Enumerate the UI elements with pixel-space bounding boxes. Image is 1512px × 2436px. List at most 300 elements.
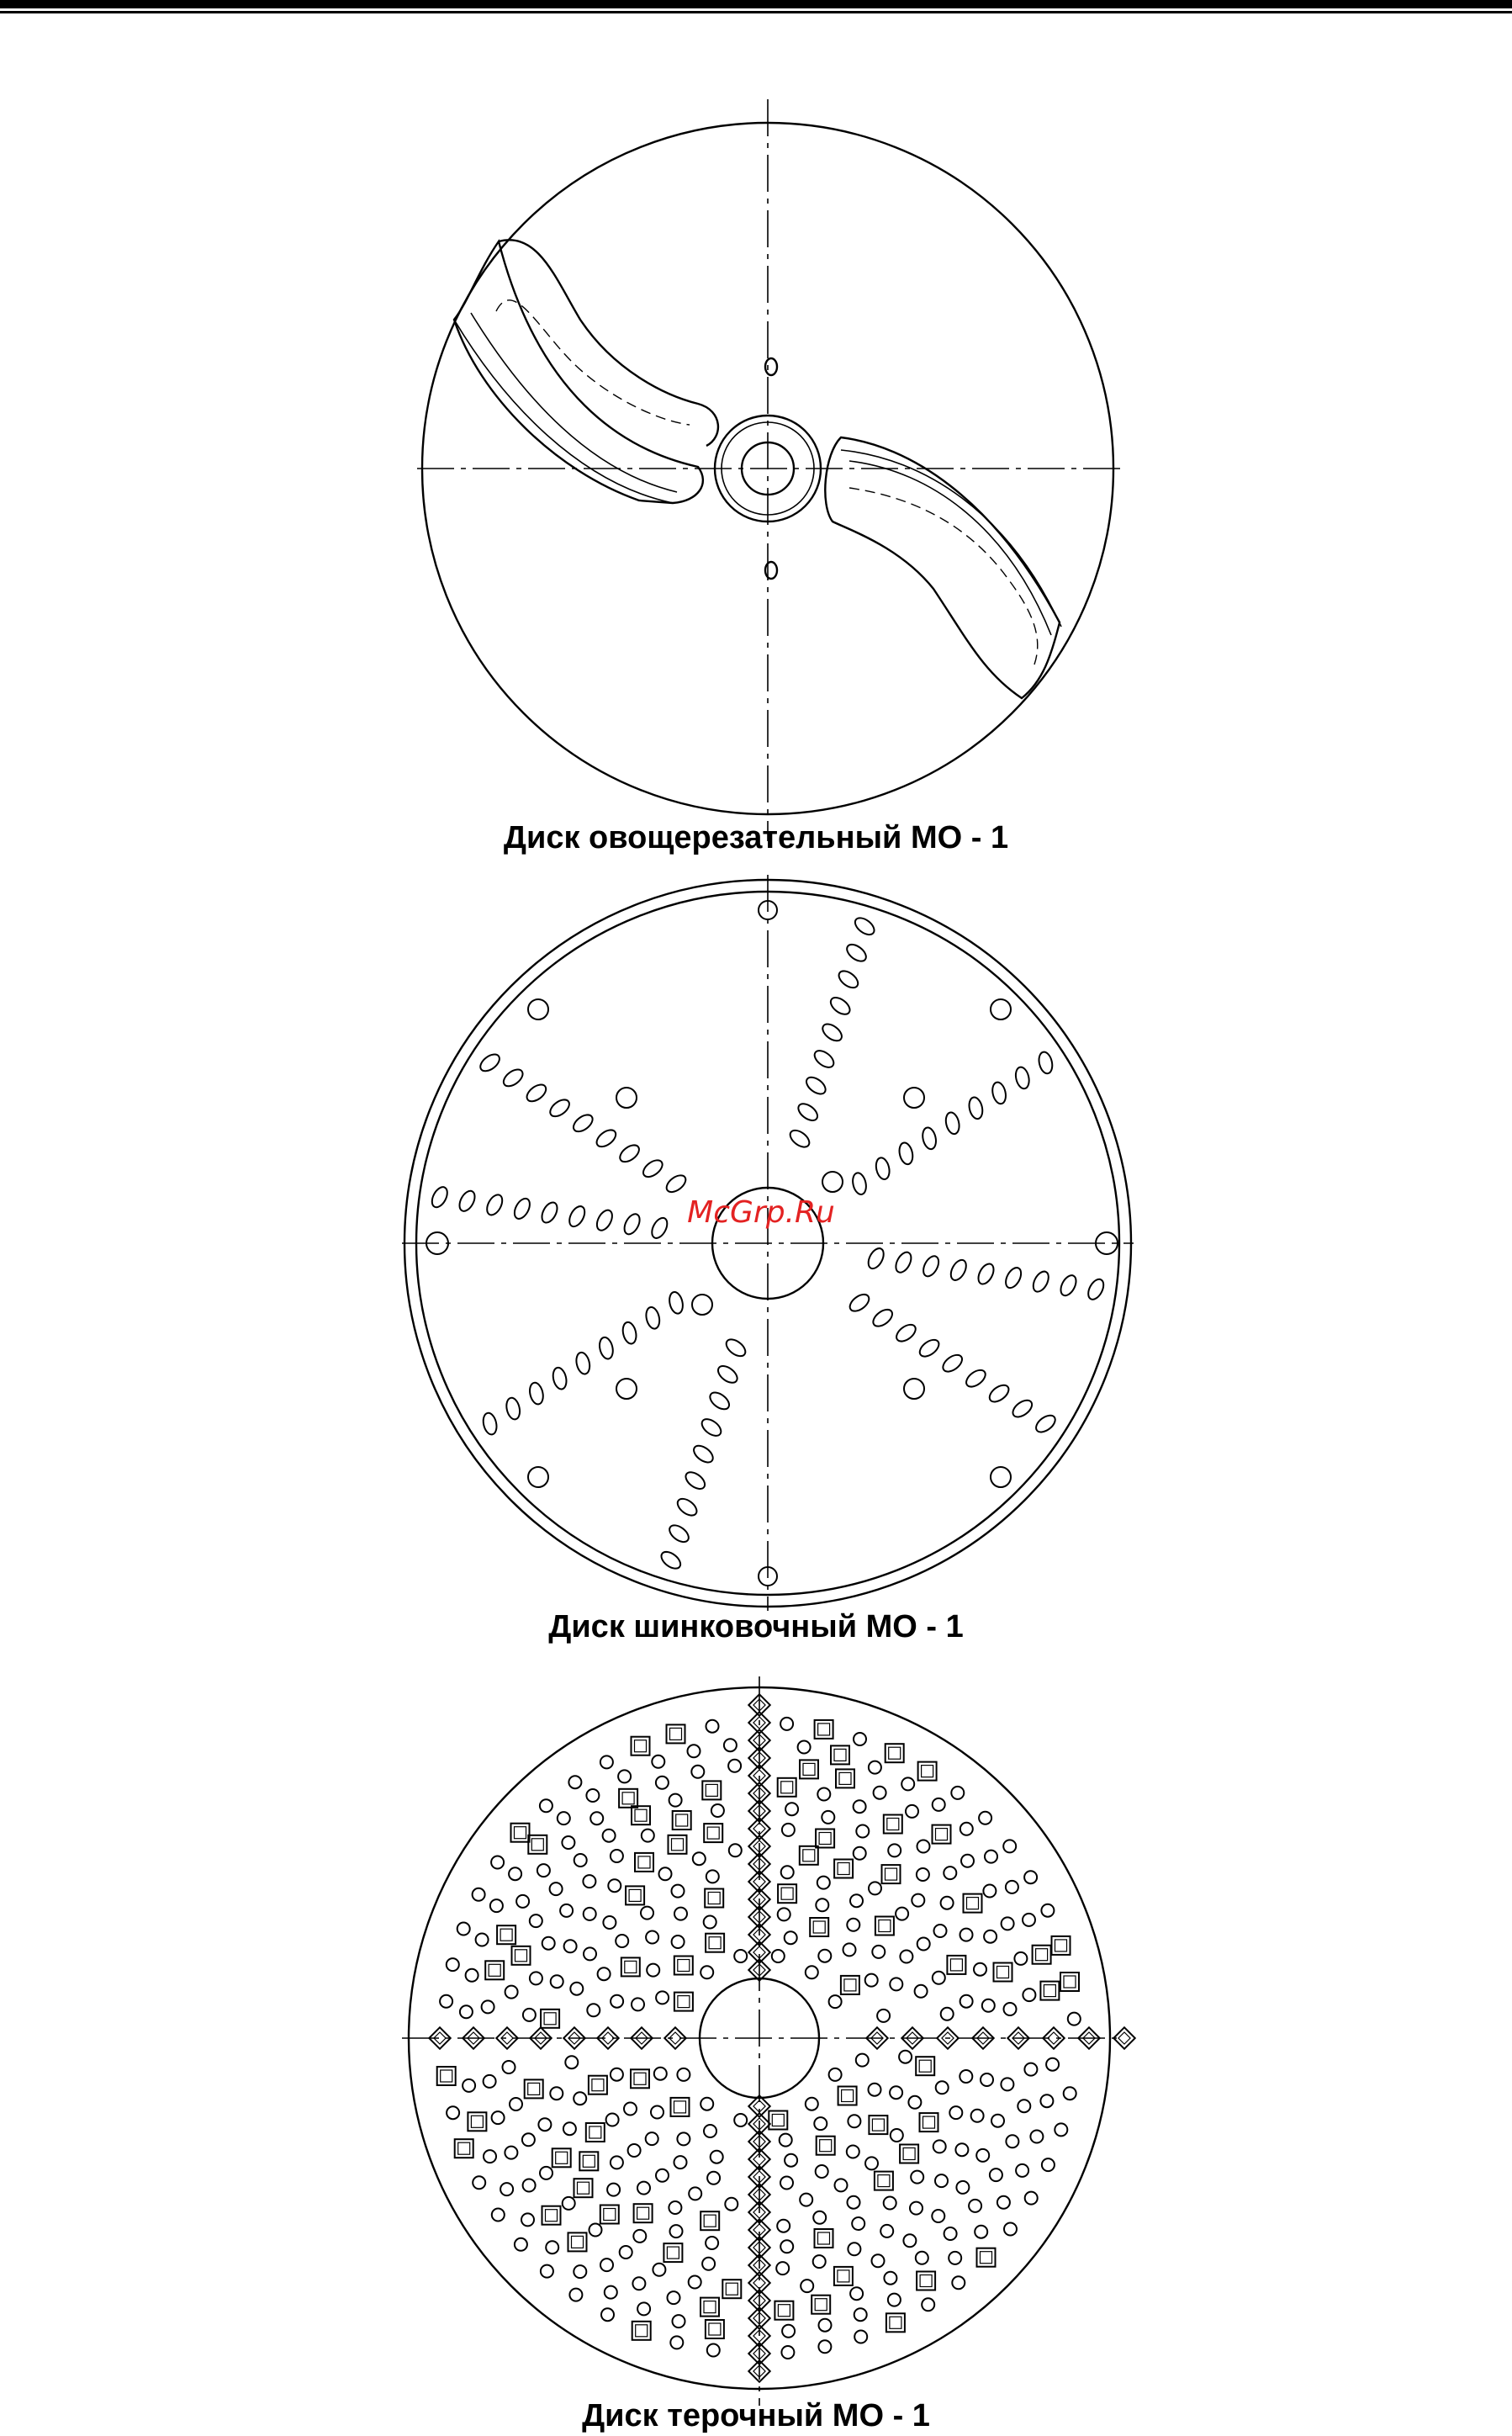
shredder-slot <box>917 1337 942 1360</box>
grater-hole <box>777 2220 790 2232</box>
grater-tooth <box>700 2211 719 2230</box>
grater-tooth <box>437 2067 456 2085</box>
grater-tooth-inner <box>572 2236 584 2248</box>
grater-hole <box>785 1931 797 1944</box>
grater-hole <box>819 2319 832 2332</box>
grater-hole <box>574 2092 586 2105</box>
grater-hole <box>476 1934 489 1946</box>
grater-tooth <box>632 2322 651 2340</box>
grater-tooth <box>769 2111 787 2130</box>
grater-hole <box>570 1983 583 1995</box>
grater-hole <box>780 1718 793 1730</box>
shredder-slot <box>547 1096 573 1120</box>
grater-hole <box>908 2096 921 2109</box>
grater-hole <box>668 2291 680 2304</box>
shredder-slot <box>852 914 877 938</box>
grater-hole <box>510 2098 522 2110</box>
grater-hole <box>854 2308 867 2321</box>
grater-tooth-inner <box>772 2115 784 2126</box>
grater-hole <box>447 1958 459 1971</box>
grater-tooth-inner <box>667 2247 679 2259</box>
grater-hole <box>850 2287 863 2300</box>
shredder-slot <box>921 1126 938 1151</box>
grater-hole <box>854 1800 866 1813</box>
grater-hole <box>587 2004 600 2016</box>
grater-hole <box>772 1950 785 1962</box>
grater-hole <box>1024 2063 1037 2076</box>
grater-tooth-inner <box>589 2126 601 2138</box>
shredder-slot <box>570 1111 595 1135</box>
grater-hole <box>782 2325 795 2338</box>
shredder-slot <box>594 1126 619 1150</box>
shredder-slot <box>528 1381 545 1406</box>
grater-tooth <box>810 1918 828 1936</box>
grater-hole <box>463 2079 475 2092</box>
shredder-slot <box>723 1336 748 1359</box>
grater-hole <box>589 2224 602 2237</box>
grater-tooth-inner <box>922 1766 933 1777</box>
shredder-slot <box>1034 1412 1059 1436</box>
shredder-slot <box>621 1211 642 1237</box>
grater-hole <box>874 1787 886 1799</box>
grater-hole <box>550 1883 563 1895</box>
grater-tooth-inner <box>709 1937 721 1949</box>
grater-tooth-inner <box>528 2083 540 2094</box>
grater-hole <box>856 1825 869 1838</box>
grater-hole <box>782 1824 795 1836</box>
grater-tooth <box>497 1925 515 1944</box>
grater-hole <box>734 1950 747 1962</box>
grater-hole <box>800 2194 812 2206</box>
grater-hole <box>955 2143 968 2156</box>
grater-tooth <box>512 1946 531 1965</box>
grater-hole <box>633 2230 646 2243</box>
shredder-slot <box>594 1208 615 1233</box>
shredder-slot <box>1058 1273 1079 1298</box>
grater-tooth-inner <box>674 2101 686 2113</box>
shredder-slot <box>598 1336 615 1360</box>
grater-hole <box>936 2081 949 2094</box>
grater-tooth-inner <box>872 2119 884 2131</box>
grater-hole <box>984 1930 997 1943</box>
grater-hole <box>691 1766 704 1778</box>
grater-tooth-inner <box>704 2301 716 2313</box>
grater-hole <box>656 2169 669 2182</box>
shredder-slot <box>683 1469 708 1492</box>
grater-hole <box>829 2068 842 2081</box>
grater-hole <box>546 2241 558 2253</box>
grater-tooth <box>635 1853 653 1872</box>
shredder-round-hole <box>904 1088 924 1108</box>
shredder-slot <box>851 1172 868 1196</box>
grater-tooth-inner <box>604 2209 616 2221</box>
slicer-blade-right <box>825 437 1061 698</box>
grater-hole <box>960 2070 972 2083</box>
grater-hole <box>1003 1840 1016 1852</box>
grater-hole <box>941 1897 954 1909</box>
grater-tooth-inner <box>489 1964 500 1976</box>
slicer-pin-hole-bottom <box>765 562 777 579</box>
grater-hole <box>563 2122 576 2135</box>
grater-hole <box>1040 2094 1053 2107</box>
grater-hole <box>1024 1871 1037 1883</box>
grater-tooth <box>705 1889 723 1908</box>
grater-tooth <box>511 1824 530 1842</box>
grater-hole <box>848 2115 860 2127</box>
grater-hole <box>944 1867 956 1879</box>
grater-tooth <box>702 1781 721 1799</box>
grater-hole <box>503 2061 515 2073</box>
grater-hole <box>933 2140 946 2153</box>
grater-hole <box>850 1894 863 1907</box>
shredder-slot <box>1002 1265 1023 1290</box>
grater-tooth-inner <box>708 1893 720 1904</box>
grater-hole <box>1023 1989 1035 2001</box>
grater-hole <box>632 2277 645 2290</box>
grater-tooth <box>947 1956 965 1974</box>
slicer-pin-hole-top <box>765 358 777 375</box>
grater-hole <box>616 1935 628 1947</box>
grater-hole <box>457 1923 470 1936</box>
grater-hole <box>677 2132 690 2145</box>
grater-hole <box>611 2068 623 2081</box>
grater-hole <box>656 1777 669 1789</box>
shredder-slot <box>1014 1066 1031 1090</box>
grater-tooth <box>541 2010 559 2028</box>
grater-hole <box>606 2114 619 2126</box>
grater-tooth <box>673 1811 691 1830</box>
shredder-slot <box>897 1141 914 1166</box>
shredder-slot <box>511 1196 532 1221</box>
shredder-slot <box>1085 1277 1106 1302</box>
grater-hole <box>564 1940 577 1952</box>
grater-hole <box>530 1972 542 1984</box>
grater-hole <box>949 2106 962 2119</box>
shredder-slot <box>975 1262 997 1287</box>
shredder-slot <box>551 1366 568 1390</box>
grater-hole <box>1042 2158 1055 2171</box>
grater-hole <box>706 1720 719 1733</box>
shredder-slot <box>836 967 861 991</box>
shredder-slot <box>478 1051 503 1075</box>
grater-hole <box>780 2240 793 2253</box>
shredder-slot <box>964 1367 989 1390</box>
grater-hole <box>574 2265 586 2278</box>
grater-hole <box>670 2225 683 2237</box>
grater-hole <box>689 2187 701 2200</box>
grater-hole <box>801 2280 813 2292</box>
grater-hole <box>598 1967 611 1980</box>
grater-hole <box>538 2118 551 2131</box>
grater-hole <box>944 2227 957 2240</box>
grater-hole <box>971 2110 984 2122</box>
grater-hole <box>523 2009 536 2021</box>
grater-tooth-inner <box>844 1979 856 1991</box>
grater-tooth-inner <box>778 2305 790 2317</box>
grater-tooth-inner <box>629 1889 641 1901</box>
grater-hole <box>917 1840 930 1853</box>
grater-hole <box>890 1978 902 1990</box>
grater-tooth-inner <box>678 1996 690 2008</box>
grater-tooth <box>886 1744 904 1762</box>
grater-tooth-inner <box>815 2299 827 2311</box>
grater-hole <box>669 2201 681 2214</box>
grater-tooth <box>994 1963 1012 1982</box>
shredder-round-hole <box>528 1467 548 1487</box>
grater-tooth-inner <box>500 1929 512 1941</box>
grater-hole <box>806 1966 818 1978</box>
grater-tooth-inner <box>592 2079 604 2091</box>
grater-tooth-inner <box>471 2116 483 2127</box>
grater-hole <box>1025 2192 1038 2205</box>
shredder-slot <box>621 1321 637 1345</box>
shredder-slot <box>707 1390 732 1413</box>
grater-hole <box>934 1925 947 1937</box>
grater-hole <box>473 2176 485 2189</box>
grater-hole <box>865 2157 878 2169</box>
grater-hole <box>991 2115 1004 2127</box>
grater-hole <box>724 1739 737 1751</box>
grater-hole <box>816 1898 828 1911</box>
grater-tooth <box>568 2232 587 2251</box>
grater-hole <box>677 2068 690 2081</box>
grater-tooth <box>455 2139 473 2158</box>
shredder-slot <box>1030 1269 1051 1295</box>
grater-tooth <box>1052 1936 1071 1955</box>
grater-hole <box>652 1756 664 1768</box>
grater-tooth <box>485 1961 504 1979</box>
grater-hole <box>490 1899 503 1912</box>
grater-tooth-inner <box>890 2317 901 2328</box>
shredder-slot <box>481 1411 498 1436</box>
grater-hole <box>673 2315 685 2327</box>
grater-hole <box>600 2259 613 2271</box>
grater-tooth <box>900 2145 918 2163</box>
grater-hole <box>888 2294 901 2306</box>
grater-tooth <box>674 1993 693 2011</box>
grater-tooth-inner <box>583 2155 595 2167</box>
grater-hole <box>1004 2003 1017 2015</box>
grater-hole <box>1014 1952 1027 1965</box>
grater-tooth <box>706 2320 724 2338</box>
grater-tooth <box>1113 2027 1134 2048</box>
grater-hole <box>932 2210 944 2222</box>
grater-tooth <box>634 2204 653 2222</box>
grater-hole <box>912 1894 924 1907</box>
grater-tooth <box>812 2296 830 2314</box>
grater-tooth <box>815 1720 833 1739</box>
shredder-slot <box>668 1290 685 1315</box>
grater-hole <box>785 1803 798 1815</box>
slicer-disk-caption: Диск овощерезательный МО - 1 <box>503 820 1009 855</box>
grater-hole <box>460 2005 473 2018</box>
grater-hole <box>500 2183 513 2195</box>
grater-hole <box>884 2197 896 2210</box>
shredder-slot <box>699 1416 724 1439</box>
grater-hole <box>877 2010 890 2022</box>
grater-hole <box>969 2200 981 2212</box>
grater-hole <box>979 1812 991 1824</box>
grater-tooth-inner <box>838 2270 849 2282</box>
grater-hole <box>1004 2223 1017 2236</box>
grater-tooth-inner <box>1118 2032 1130 2044</box>
grater-hole <box>951 1787 964 1799</box>
grater-tooth <box>834 1860 853 1878</box>
grater-hole <box>700 1966 713 1978</box>
grater-hole <box>590 1812 603 1824</box>
grater-tooth-inner <box>889 1747 901 1759</box>
grater-tooth <box>917 2272 935 2290</box>
grater-hole <box>611 1850 623 1862</box>
grater-hole <box>669 1794 682 1807</box>
grater-hole <box>541 2265 553 2278</box>
grater-hole <box>835 2179 848 2191</box>
grater-hole <box>822 1811 834 1824</box>
grater-hole <box>568 1776 581 1788</box>
grater-tooth-inner <box>531 1839 543 1851</box>
grater-hole <box>900 1951 912 1963</box>
grater-hole <box>611 2156 623 2169</box>
grater-hole <box>899 2051 912 2063</box>
grater-hole <box>1030 2131 1043 2143</box>
grater-hole <box>917 1938 930 1951</box>
grater-hole <box>482 2000 494 2013</box>
shredder-slot <box>893 1250 914 1275</box>
grater-hole <box>618 1770 631 1782</box>
grater-hole <box>608 1879 621 1892</box>
shredder-slot <box>500 1067 526 1090</box>
shredder-slot <box>691 1443 716 1466</box>
grater-tooth <box>579 2152 598 2170</box>
grater-hole <box>933 1972 945 1984</box>
grater-tooth <box>528 1835 547 1854</box>
grater-tooth <box>632 1806 650 1824</box>
grater-tooth-inner <box>936 1829 948 1840</box>
grater-hole <box>854 2331 867 2343</box>
grater-hole <box>906 1805 918 1818</box>
shredder-slot <box>986 1382 1012 1406</box>
grater-hole <box>960 1823 973 1835</box>
shredder-round-hole <box>991 999 1011 1019</box>
grater-tooth <box>700 2298 719 2317</box>
grater-tooth-inner <box>515 1827 526 1839</box>
grater-tooth-inner <box>709 2323 721 2335</box>
grater-hole <box>983 1885 996 1898</box>
grater-hole <box>702 2258 715 2270</box>
grater-hole <box>565 2056 578 2068</box>
grater-tooth <box>600 2206 619 2224</box>
grater-hole <box>1041 1904 1054 1917</box>
grater-hole <box>814 2117 827 2130</box>
grater-hole <box>711 2151 723 2163</box>
grater-hole <box>1023 1914 1035 1926</box>
grater-hole <box>656 1991 669 2004</box>
grater-tooth-inner <box>919 2060 931 2072</box>
grater-tooth <box>671 2098 690 2116</box>
grater-tooth-inner <box>997 1967 1009 1978</box>
grater-hole <box>852 2217 864 2230</box>
grater-tooth <box>916 2057 934 2075</box>
grater-hole <box>1001 2078 1013 2090</box>
grater-hole <box>935 2174 948 2187</box>
grater-hole <box>540 1799 552 1812</box>
shredder-round-hole <box>904 1379 924 1399</box>
grater-tooth <box>706 1934 724 1952</box>
grater-hole <box>981 2073 993 2086</box>
grater-tooth-inner <box>635 1809 647 1821</box>
grater-hole <box>646 2132 658 2145</box>
grater-tooth-inner <box>886 1868 897 1880</box>
grater-hole <box>674 2156 687 2169</box>
grater-hole <box>611 1995 623 2008</box>
grater-hole <box>854 1733 866 1745</box>
grater-hole <box>707 2172 720 2184</box>
grater-hole <box>447 2106 459 2119</box>
grater-tooth <box>834 2267 853 2285</box>
grater-hole <box>776 2262 789 2274</box>
grater-tooth <box>667 1724 685 1743</box>
shredder-slot <box>827 994 853 1018</box>
grater-tooth-inner <box>441 2070 452 2082</box>
grater-hole <box>515 2238 527 2251</box>
grater-hole <box>781 2346 794 2359</box>
grater-hole <box>1006 2135 1018 2147</box>
grater-tooth-inner <box>839 1772 851 1784</box>
grater-hole <box>704 2125 716 2137</box>
grater-hole <box>888 1844 901 1856</box>
grater-tooth <box>542 2206 561 2225</box>
grater-hole <box>869 1882 881 1894</box>
shredder-slot <box>644 1305 661 1330</box>
grater-tooth <box>574 2179 593 2197</box>
grater-tooth-inner <box>546 2210 558 2222</box>
grater-hole <box>933 1798 945 1811</box>
grater-hole <box>952 2276 965 2289</box>
grater-tooth-inner <box>819 1833 831 1845</box>
grater-disk-caption: Диск терочный МО - 1 <box>582 2398 930 2433</box>
grater-tooth-inner <box>515 1950 527 1962</box>
grater-hole <box>869 1761 881 1774</box>
grater-tooth <box>964 1894 982 1913</box>
shredder-round-hole <box>692 1295 712 1315</box>
grater-hole <box>466 1969 478 1982</box>
grater-hole <box>848 2196 860 2209</box>
grater-hole <box>651 2106 663 2119</box>
grater-tooth <box>816 1830 834 1848</box>
shredder-slot <box>944 1111 960 1136</box>
grater-tooth-inner <box>820 2140 832 2152</box>
grater-tooth <box>778 1778 796 1797</box>
grater-tooth-inner <box>887 1819 899 1830</box>
grater-hole <box>637 2302 650 2315</box>
shredder-round-hole <box>822 1172 843 1192</box>
grater-tooth <box>886 2313 905 2332</box>
shredder-slot <box>803 1074 828 1098</box>
grater-tooth <box>875 1917 894 1936</box>
grater-hole <box>505 1986 518 1999</box>
grater-hole <box>915 1985 928 1998</box>
grater-hole <box>523 2179 536 2192</box>
shredder-slot <box>1010 1397 1035 1421</box>
grater-hole <box>975 2226 987 2238</box>
grater-hole <box>584 1947 596 1960</box>
watermark-text: McGrp.Ru <box>687 1195 835 1230</box>
grater-hole <box>725 2198 737 2211</box>
grater-tooth-inner <box>636 2325 648 2337</box>
grater-tooth-inner <box>923 2116 935 2128</box>
grater-hole <box>509 1867 521 1880</box>
grater-hole <box>1068 2013 1081 2026</box>
